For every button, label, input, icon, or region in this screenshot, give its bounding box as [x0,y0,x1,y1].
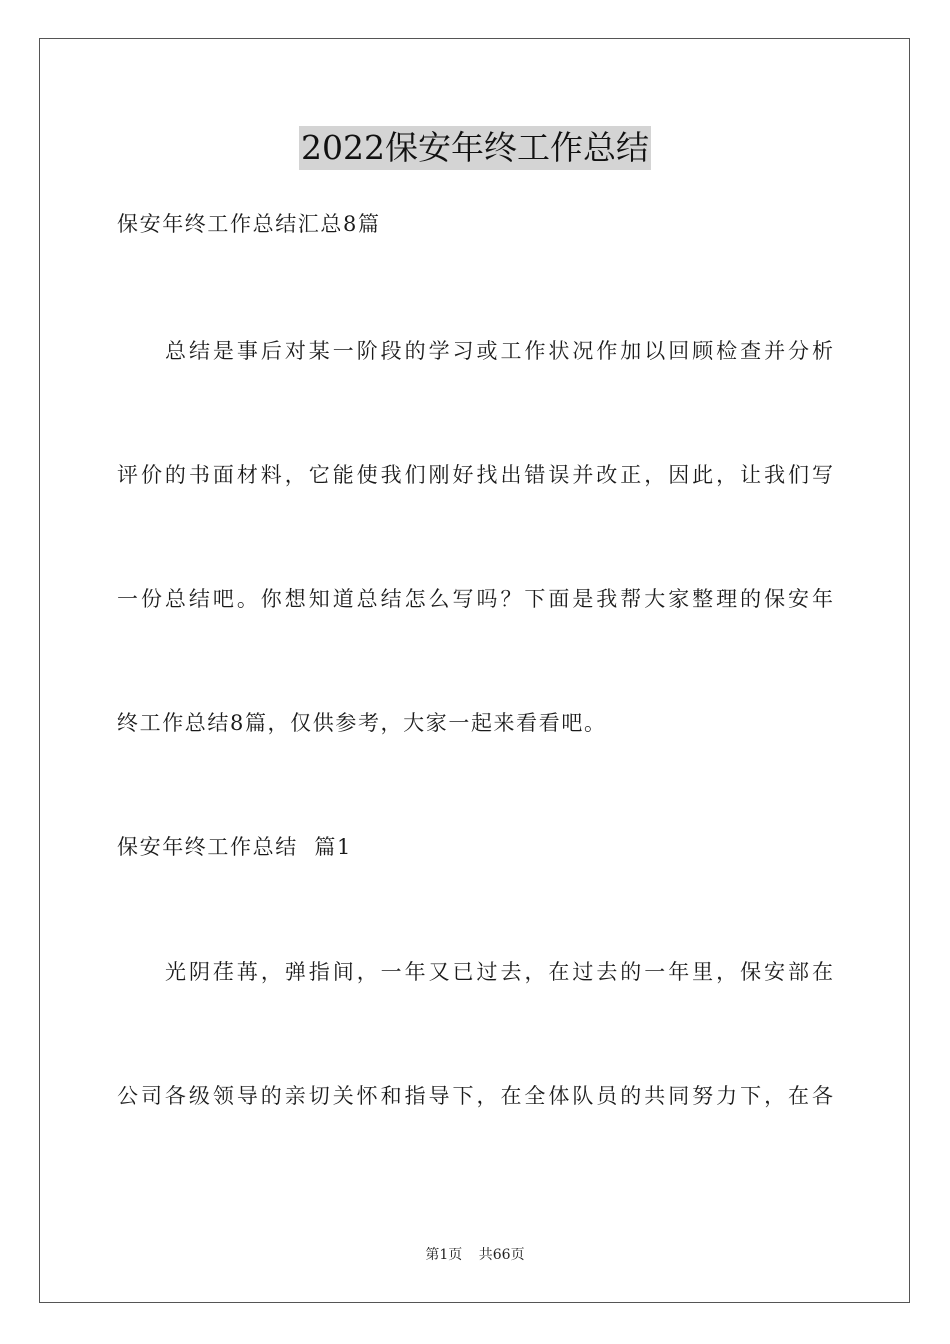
document-title: 2022保安年终工作总结 [299,126,651,170]
paragraph-line: 总结是事后对某一阶段的学习或工作状况作加以回顾检查并分析 [165,339,833,363]
paragraph-line: 公司各级领导的亲切关怀和指导下，在全体队员的共同努力下，在各 [117,1084,833,1108]
document-subtitle: 保安年终工作总结汇总8篇 [117,212,381,236]
page-total: 共66页 [478,1247,525,1263]
title-container [0,126,950,170]
paragraph-line: 光阴荏苒，弹指间，一年又已过去，在过去的一年里，保安部在 [165,960,833,984]
page-footer [0,1245,950,1265]
page-number: 第1页 [425,1247,463,1263]
paragraph-line: 终工作总结8篇，仅供参考，大家一起来看看吧。 [117,711,607,735]
paragraph-line: 评价的书面材料，它能使我们刚好找出错误并改正，因此，让我们写 [117,463,833,487]
section-heading: 保安年终工作总结 篇1 [117,835,352,859]
paragraph-line: 一份总结吧。你想知道总结怎么写吗？下面是我帮大家整理的保安年 [117,587,833,611]
